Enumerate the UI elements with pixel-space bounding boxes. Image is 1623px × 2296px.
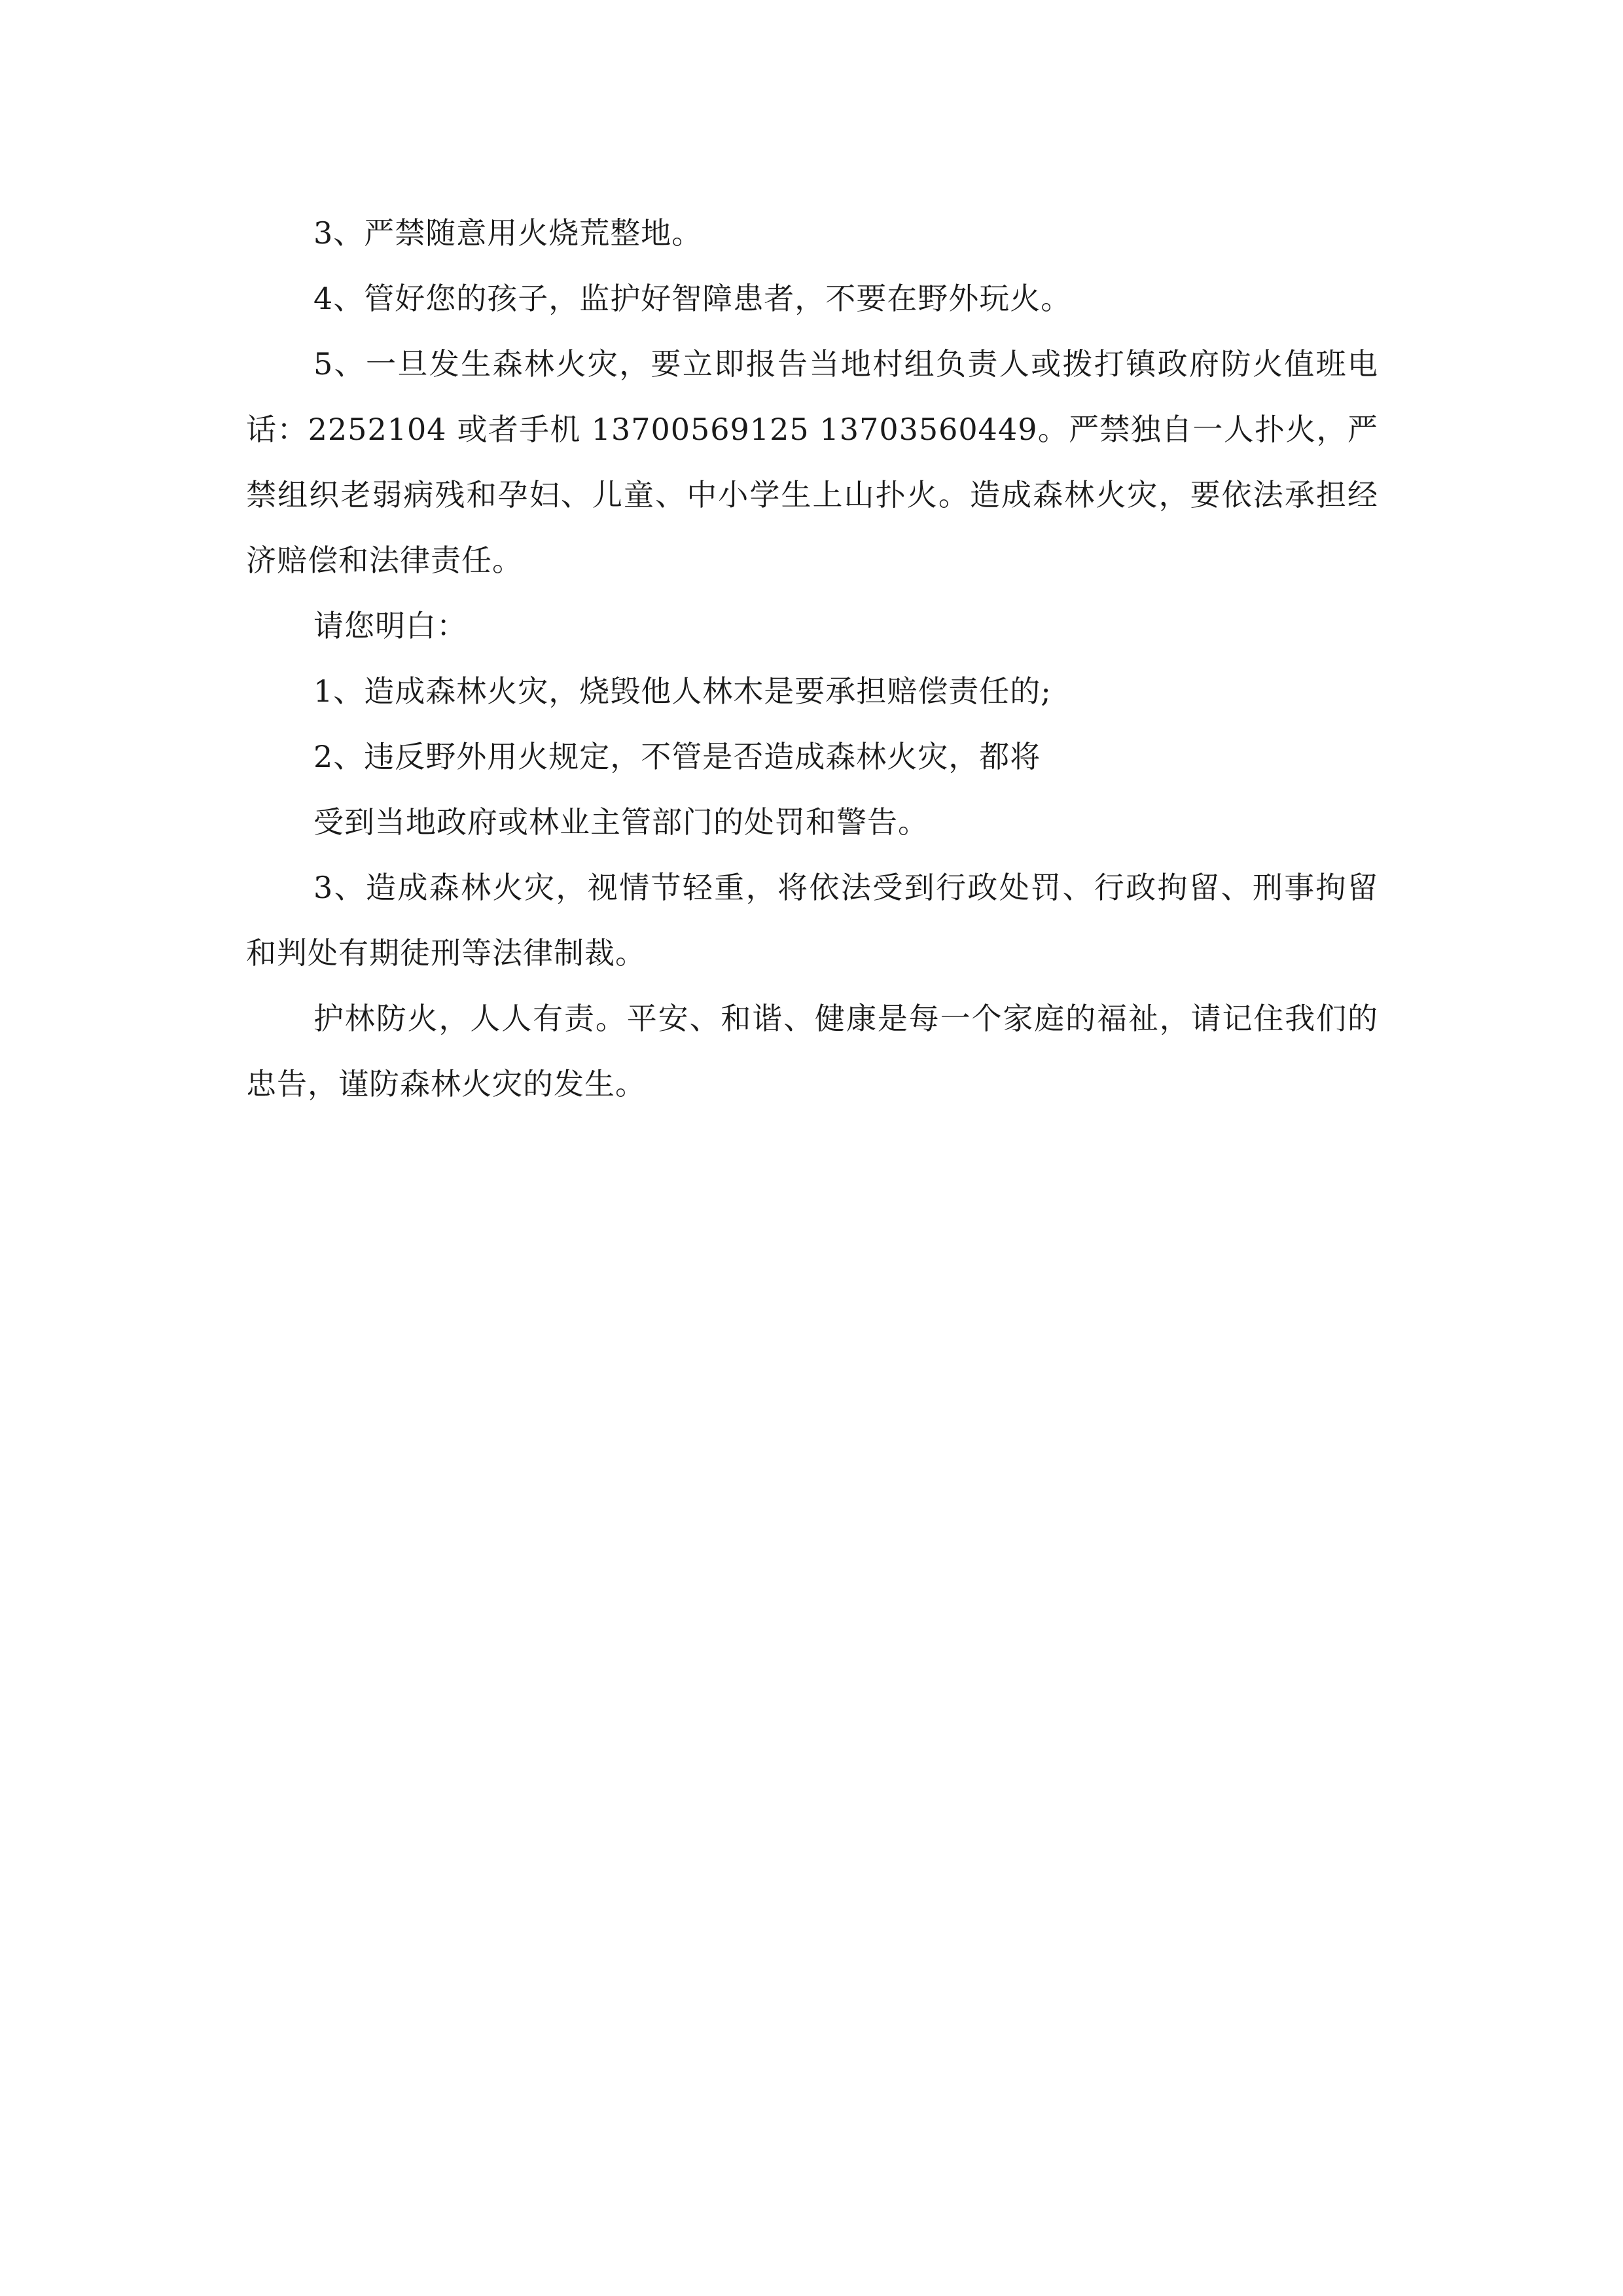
- paragraph-rule-5: 5、一旦发生森林火灾，要立即报告当地村组负责人或拨打镇政府防火值班电话：2252104 或者手机 13700569125 13703560449。严禁独自一人扑火，严禁组织老弱病残和孕妇、儿童、中小学生上山扑火。造成森林火灾，要依法承担经济赔偿和法律责任。: [246, 346, 1378, 578]
- paragraph-notice-3: 3、造成森林火灾，视情节轻重，将依法受到行政处罚、行政拘留、刑事拘留和判处有期徒刑等法律制裁。: [246, 870, 1378, 971]
- paragraph-rule-3: 3、严禁随意用火烧荒整地。: [313, 215, 703, 251]
- paragraph-notice-2: 2、违反野外用火规定，不管是否造成森林火灾，都将: [313, 739, 1041, 774]
- paragraph-notice-heading: 请您明白：: [313, 608, 467, 643]
- paragraph-notice-2-continued: 受到当地政府或林业主管部门的处罚和警告。: [313, 804, 929, 840]
- paragraph-notice-1: 1、造成森林火灾，烧毁他人林木是要承担赔偿责任的;: [313, 673, 1052, 709]
- document-body: [246, 200, 1378, 1117]
- paragraph-rule-4: 4、管好您的孩子，监护好智障患者，不要在野外玩火。: [313, 281, 1072, 316]
- paragraph-closing: 护林防火，人人有责。平安、和谐、健康是每一个家庭的福祉，请记住我们的忠告，谨防森林火灾的发生。: [246, 1001, 1378, 1102]
